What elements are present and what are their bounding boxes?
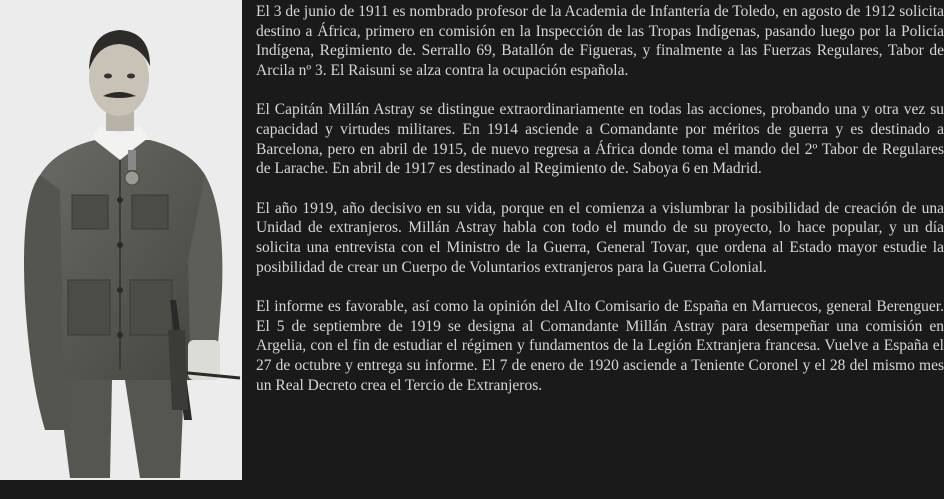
paragraph: El informe es favorable, así como la opinión del Alto Comisario de España en Marruecos, general Berenguer. El 5 de septiembre de 1919 se designa al Comandante Millán Astray para desempeñar una comisión en Argelia, con el fin de estudiar el régimen y fundamentos de la Legión Extranjera francesa. Vuelve a España el 27 de octubre y entrega su informe. El 7 de enero de 1920 asciende a Teniente Coronel y el 28 del mismo mes un Real Decreto crea el Tercio de Extranjeros. — [256, 298, 944, 394]
biography-text — [256, 2, 944, 395]
soldier-portrait-icon — [0, 0, 242, 480]
portrait-photo — [0, 0, 242, 480]
paragraph: El 3 de junio de 1911 es nombrado profesor de la Academia de Infantería de Toledo, en agosto de 1912 solicita destino a África, primero en comisión en la Inspección de las Tropas Indígenas, pasando luego por la Policía Indígena, Regimiento de. Serrallo 69, Batallón de Figueras, y finalmente a las Fuerzas Regulares, Tabor de Arcila nº 3. El Raisuni se alza contra la ocupación española. — [256, 3, 944, 79]
paragraph: El Capitán Millán Astray se distingue extraordinariamente en todas las acciones, probando una y otra vez su capacidad y virtudes militares. En 1914 asciende a Comandante por méritos de guerra y es destinado a Barcelona, pero en abril de 1915, de nuevo regresa a África donde toma el mando del 2º Tabor de Regulares de Larache. En abril de 1917 es destinado al Regimiento de. Saboya 6 en Madrid. — [256, 101, 944, 178]
paragraph: El año 1919, año decisivo en su vida, porque en el comienza a vislumbrar la posibilidad de creación de una Unidad de extranjeros. Millán Astray habla con todo el mundo de su proyecto, lo hace popular, y un día solicita una entrevista con el Ministro de la Guerra, General Tovar, que ordena al Estado mayor estudie la posibilidad de crear un Cuerpo de Voluntarios extranjeros para la Guerra Colonial. — [256, 199, 944, 276]
